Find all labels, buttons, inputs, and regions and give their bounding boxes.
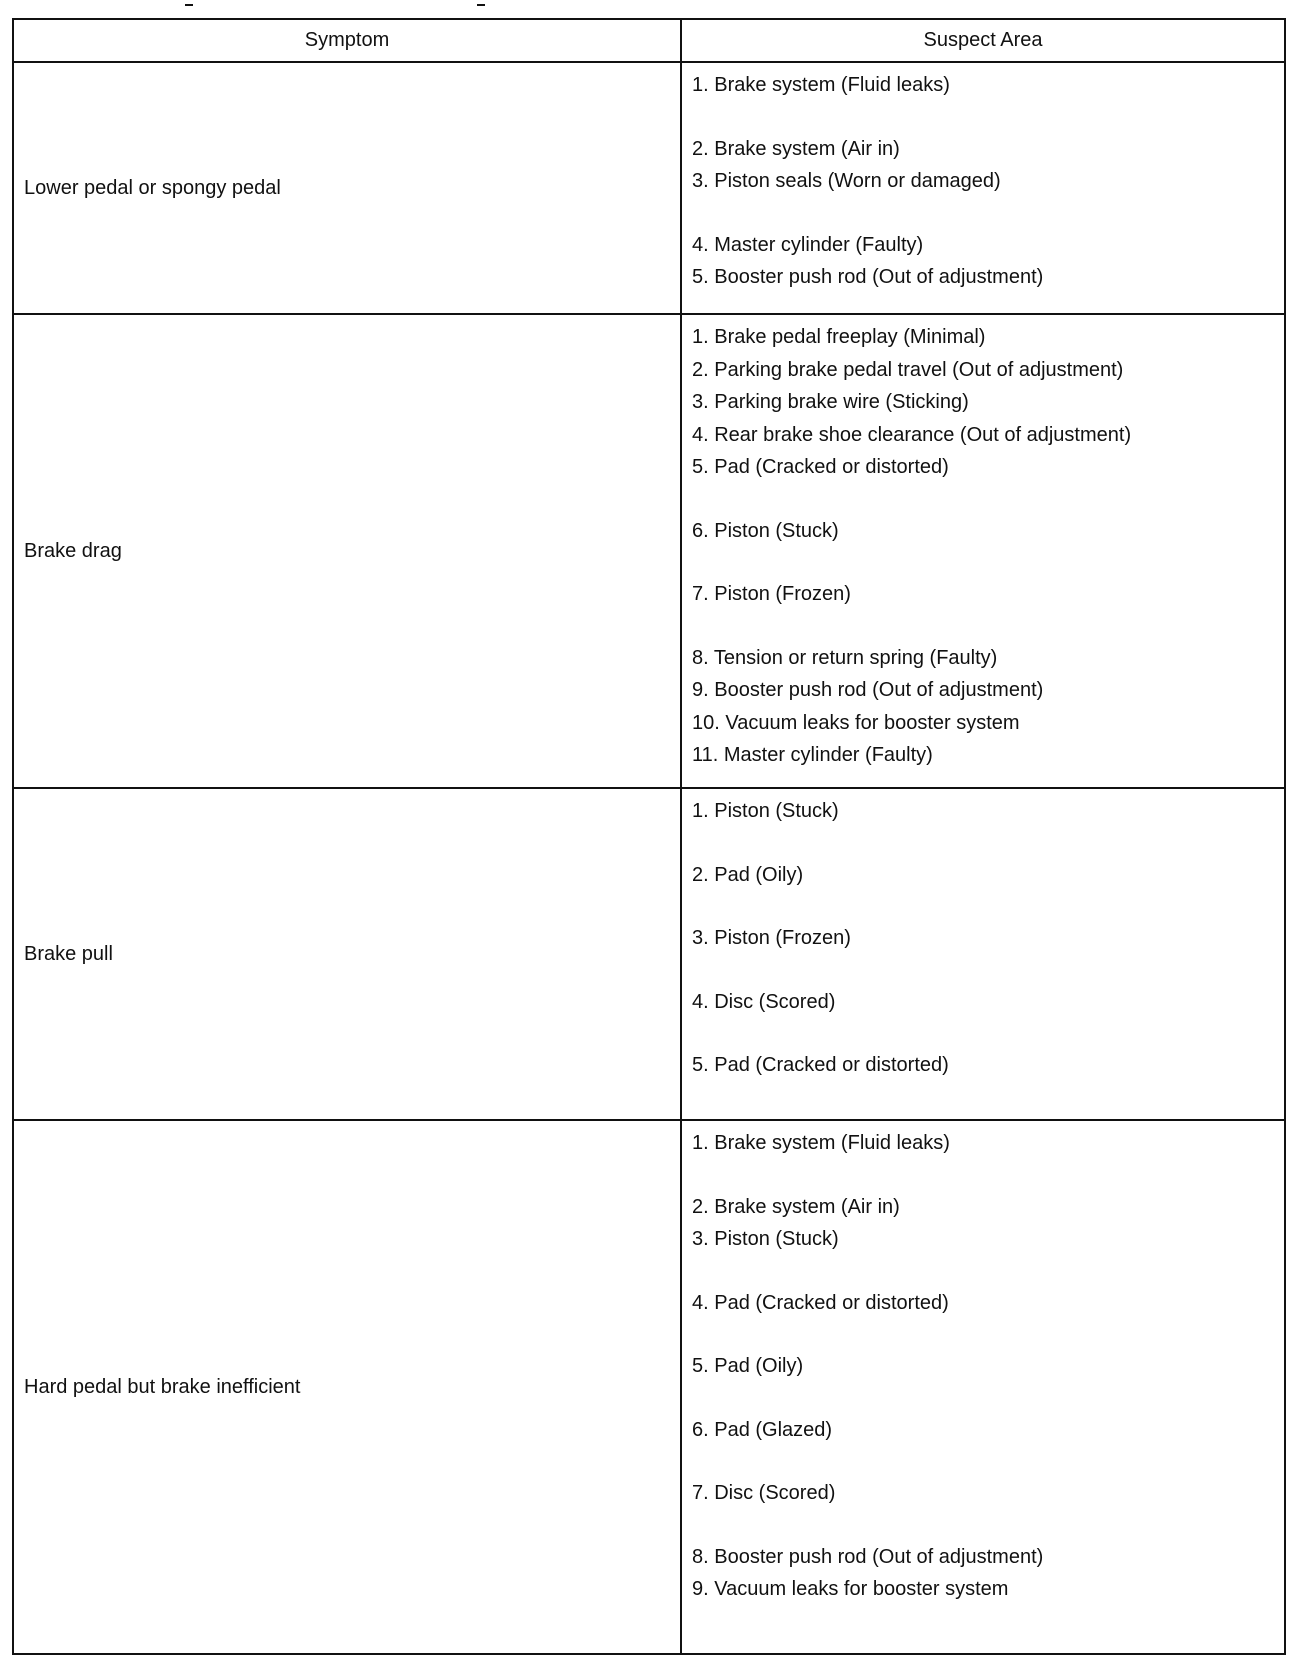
suspect-item: 1. Brake system (Fluid leaks)	[692, 74, 950, 96]
table-row	[13, 1120, 1285, 1654]
symptom-cell: Brake pull	[13, 788, 681, 1120]
suspect-area-header: Suspect Area	[681, 19, 1285, 62]
suspect-item: 2. Brake system (Air in)	[692, 137, 900, 160]
suspect-area-cell	[681, 314, 1285, 788]
suspect-item: 3. Piston (Stuck)	[692, 1228, 839, 1250]
symptom-header: Symptom	[13, 19, 681, 62]
suspect-area-cell	[681, 1120, 1285, 1654]
suspect-area-cell	[681, 788, 1285, 1120]
suspect-item: 3. Piston (Frozen)	[692, 927, 851, 949]
scan-mark	[185, 4, 193, 6]
table-row	[13, 788, 1285, 1120]
suspect-item: 4. Master cylinder (Faulty)	[692, 233, 924, 256]
suspect-item: 6. Piston (Stuck)	[692, 519, 839, 542]
suspect-item: 7. Disc (Scored)	[692, 1482, 836, 1504]
table-header-row	[13, 19, 1285, 62]
suspect-item: 4. Disc (Scored)	[692, 990, 836, 1013]
suspect-item: 4. Pad (Cracked or distorted)	[692, 1291, 949, 1314]
scan-mark	[477, 4, 485, 6]
suspect-item: 3. Piston seals (Worn or damaged)	[692, 170, 1001, 192]
suspect-item: 5. Pad (Oily)	[692, 1355, 804, 1377]
suspect-item: 5. Booster push rod (Out of adjustment)	[692, 266, 1044, 288]
suspect-item: 3. Parking brake wire (Sticking)	[692, 391, 969, 413]
table-row	[13, 62, 1285, 314]
symptom-cell: Hard pedal but brake inefficient	[13, 1120, 681, 1654]
suspect-item: 11. Master cylinder (Faulty)	[692, 744, 933, 766]
suspect-item: 8. Booster push rod (Out of adjustment)	[692, 1545, 1044, 1568]
suspect-item: 2. Brake system (Air in)	[692, 1195, 900, 1218]
suspect-area-cell	[681, 62, 1285, 314]
suspect-item: 8. Tension or return spring (Faulty)	[692, 646, 998, 669]
suspect-item: 9. Booster push rod (Out of adjustment)	[692, 679, 1044, 701]
suspect-item: 10. Vacuum leaks for booster system	[692, 711, 1020, 734]
suspect-item: 1. Brake pedal freeplay (Minimal)	[692, 326, 986, 348]
table-row	[13, 314, 1285, 788]
suspect-item: 9. Vacuum leaks for booster system	[692, 1578, 1009, 1600]
symptom-cell: Lower pedal or spongy pedal	[13, 62, 681, 314]
suspect-item: 5. Pad (Cracked or distorted)	[692, 456, 949, 478]
suspect-item: 2. Parking brake pedal travel (Out of adjustment)	[692, 358, 1124, 381]
suspect-item: 5. Pad (Cracked or distorted)	[692, 1054, 949, 1076]
symptom-cell: Brake drag	[13, 314, 681, 788]
troubleshooting-table	[12, 18, 1286, 1655]
suspect-item: 6. Pad (Glazed)	[692, 1418, 833, 1441]
suspect-item: 4. Rear brake shoe clearance (Out of adjustment)	[692, 423, 1132, 446]
suspect-item: 1. Piston (Stuck)	[692, 800, 839, 822]
suspect-item: 1. Brake system (Fluid leaks)	[692, 1132, 950, 1154]
suspect-item: 2. Pad (Oily)	[692, 863, 804, 886]
suspect-item: 7. Piston (Frozen)	[692, 583, 851, 605]
